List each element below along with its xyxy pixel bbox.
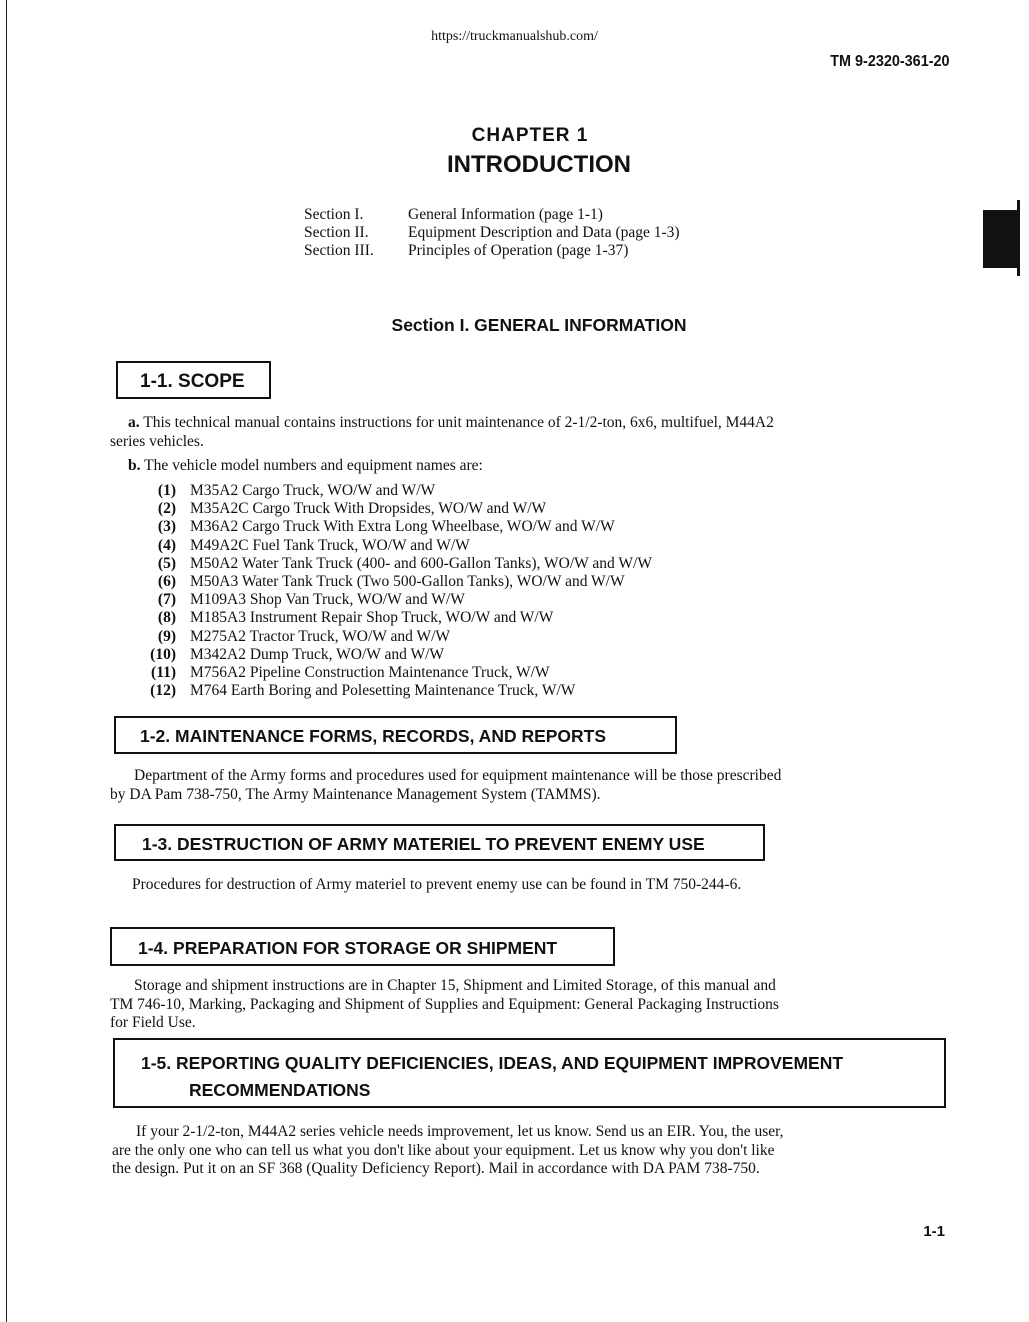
toc-section: Section I. <box>304 206 364 223</box>
scope-heading-box: 1-1. SCOPE <box>116 361 271 399</box>
chapter-title: INTRODUCTION <box>447 151 631 178</box>
para-label: b. <box>128 457 141 474</box>
list-item: (5) M50A2 Water Tank Truck (400- and 600-Gallon Tanks), WO/W and W/W <box>157 554 652 572</box>
list-item: (2) M35A2C Cargo Truck With Dropsides, WO/W and W/W <box>157 500 547 518</box>
para-text: This technical manual contains instructions for unit maintenance of 2-1/2-ton, 6x6, multifuel, M44A2 <box>143 414 774 431</box>
list-item: (7) M109A3 Shop Van Truck, WO/W and W/W <box>157 591 465 609</box>
maintenance-forms-paragraph: Department of the Army forms and procedures used for equipment maintenance will be those prescribed by DA Pam 738-750, The Army Maintenance Management System (TAMMS). <box>110 767 782 803</box>
storage-paragraph: Storage and shipment instructions are in Chapter 15, Shipment and Limited Storage, of this manual and TM 746-10, Marking, Packaging and Shipment of Supplies and Equipment: General Packaging Instructions for Field Use. <box>110 977 779 1031</box>
scope-paragraph-b <box>128 457 948 476</box>
toc-title: General Information (page 1-1) <box>408 206 603 223</box>
section-toc <box>304 206 680 260</box>
heading-line: 1-5. REPORTING QUALITY DEFICIENCIES, IDEAS, AND EQUIPMENT IMPROVEMENT <box>141 1053 844 1073</box>
list-item: (10) M342A2 Dump Truck, WO/W and W/W <box>150 645 445 663</box>
maintenance-forms-heading-box: 1-2. MAINTENANCE FORMS, RECORDS, AND REPORTS <box>114 716 677 754</box>
page-number: 1-1 <box>923 1223 945 1240</box>
destruction-paragraph: Procedures for destruction of Army materiel to prevent enemy use can be found in TM 750-244-6. <box>132 876 742 893</box>
tm-number: TM 9-2320-361-20 <box>830 53 950 70</box>
list-item: (12) M764 Earth Boring and Polesetting Maintenance Truck, W/W <box>150 682 576 700</box>
toc-row <box>304 242 680 260</box>
list-item: (4) M49A2C Fuel Tank Truck, WO/W and W/W <box>157 536 470 554</box>
quality-deficiencies-heading-box <box>113 1038 946 1108</box>
list-item: (1) M35A2 Cargo Truck, WO/W and W/W <box>157 482 436 499</box>
list-item: (11) M756A2 Pipeline Construction Maintenance Truck, W/W <box>151 664 550 682</box>
chapter-tab-marker <box>983 210 1019 268</box>
para-label: a. <box>128 414 140 431</box>
list-item: (9) M275A2 Tractor Truck, WO/W and W/W <box>157 627 451 645</box>
toc-section: Section III. <box>304 242 374 259</box>
quality-deficiencies-paragraph: If your 2-1/2-ton, M44A2 series vehicle needs improvement, let us know. Send us an EIR. You, the user, are the only one who can tell us what you don't like about your equipment. Let us know why you don't like the design. Put it on an SF 368 (Quality Deficiency Report). Mail in accordance with DA PAM 738-750. <box>112 1123 784 1177</box>
para-text: series vehicles. <box>110 432 204 450</box>
toc-row <box>304 206 680 224</box>
section-heading: Section I. GENERAL INFORMATION <box>391 315 687 335</box>
scope-paragraph-a <box>110 414 950 451</box>
heading-line: RECOMMENDATIONS <box>189 1080 371 1100</box>
page-margin-line <box>6 0 7 1322</box>
toc-row <box>304 224 680 242</box>
destruction-heading-box: 1-3. DESTRUCTION OF ARMY MATERIEL TO PREVENT ENEMY USE <box>114 824 765 861</box>
toc-title: Principles of Operation (page 1-37) <box>408 242 629 259</box>
toc-section: Section II. <box>304 224 369 241</box>
chapter-label: CHAPTER 1 <box>471 125 589 146</box>
source-url[interactable]: https://truckmanualshub.com/ <box>431 29 598 44</box>
storage-heading-box: 1-4. PREPARATION FOR STORAGE OR SHIPMENT <box>110 927 615 966</box>
vehicle-model-list <box>140 482 652 700</box>
list-item: (6) M50A3 Water Tank Truck (Two 500-Gallon Tanks), WO/W and W/W <box>157 573 625 591</box>
toc-title: Equipment Description and Data (page 1-3) <box>408 224 680 241</box>
list-item: (3) M36A2 Cargo Truck With Extra Long Wheelbase, WO/W and W/W <box>157 518 615 536</box>
para-text: The vehicle model numbers and equipment names are: <box>144 457 483 474</box>
list-item: (8) M185A3 Instrument Repair Shop Truck, WO/W and W/W <box>157 609 554 627</box>
